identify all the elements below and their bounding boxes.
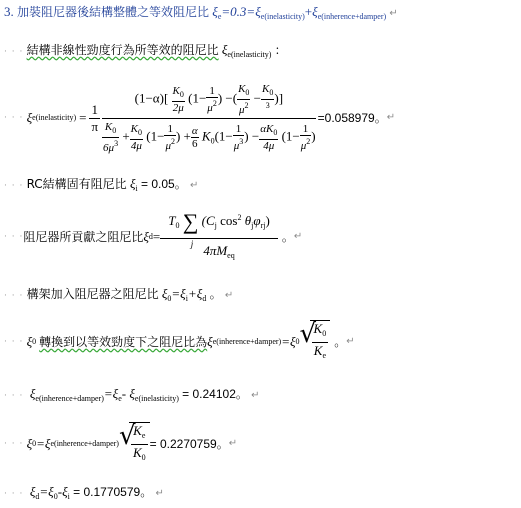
equation-damper-ratio: · · · 阻尼器所貢獻之阻尼比 ξ d = $T_0$ ∑ j ($C_j$ $\cos^2 \theta_j\varphi_{rj}$) $4\pi M_{eq}$ 。 ↵ — [4, 206, 302, 268]
inelasticity-main-fraction: (1−α)[ $\frac{K_0}{2\mu}$ (1− $\frac{1}{\mu^2}$ ) −( $\frac{K_0}{\mu^2}$ − $\frac{K_0}{^3}$ )] $\frac{K_0}{6\mu^3}$ + $\frac{K_0}{4\mu}$ (1− $\frac{1}{\mu^2}$ ) + $\frac{\alpha}{6}$ $K_0(1-$ $\frac{1}{\mu^3}$ ) − $\frac{\alpha K_0}{4\mu}$ (1− $\frac{1}{\mu^2}$ ) — [103, 82, 316, 154]
damper-fraction: $T_0$ ∑ j ($C_j$ $\cos^2 \theta_j\varphi_{rj}$) $4\pi M_{eq}$ — [160, 210, 278, 264]
paragraph-mark-icon: ↵ — [386, 112, 396, 123]
equation-inelasticity: · · · ξ e(inelasticity) = $\frac{1}{\pi}$ (1−α)[ $\frac{K_0}{2\mu}$ (1− $\frac{1}{\mu^2}$ ) −( $\frac{K_0}{\mu^2}$ − $\frac{K_0}{^3}$ )] $\frac{K_0}{6\mu^3}$ + $\frac{K_0}{4\mu}$ (1− $\frac{1}{\mu^2}$ ) + $\frac{\alpha}{6}$ $K_0(1-$ $\frac{1}{\mu^3}$ ) − $\frac{\alpha K_0}{4\mu}$ (1− $\frac{1}{\mu^2}$ ) =0.058979。 ↵ — [4, 82, 396, 154]
inherent-ratio: · · · RC結構固有阻尼比 $\xi_i = 0.05$。 ↵ — [4, 176, 199, 193]
paragraph-mark-icon: ↵ — [228, 438, 238, 449]
paragraph-mark-icon: ↵ — [189, 180, 199, 191]
inherence-damper-ratio: · · · $\xi_{e(inherence+damper)}=\xi_e-$ $\xi_{e(inelasticity)} = 0.24102$。 ↵ — [4, 386, 260, 403]
paragraph-mark-icon: ↵ — [389, 8, 398, 19]
equivalent-stiffness-ratio: · · · ξ 0 轉換到以等效勁度下之阻尼比為 ξ e(inherence+damper) =ξ 0 √ $\frac{K_0}{K_e}$ 。 ↵ — [4, 318, 355, 366]
paragraph-mark-icon: ↵ — [346, 336, 355, 347]
paragraph-mark-icon: ↵ — [224, 290, 234, 301]
inelastic-ratio-intro: · · · 結構非線性勁度行為所等效的阻尼比 $\xi_{e(inelasticity)}$ ： — [4, 42, 287, 59]
frame-damper-ratio: · · · 構架加入阻尼器之阻尼比 $\xi_0=\xi_i+\xi_d$ 。 ↵ — [4, 286, 234, 303]
paragraph-mark-icon: ↵ — [251, 390, 260, 401]
paragraph-mark-icon: ↵ — [155, 488, 164, 499]
section-heading: 3. 加裝阻尼器後結構整體之等效阻尼比 $\xi_e=0.3=\xi_{e(inelasticity)}+\xi_{e(inherence+damper)}$ ↵ — [4, 4, 398, 21]
paragraph-mark-icon: ↵ — [293, 231, 303, 242]
sqrt-ke-over-k0: √ $\frac{K_e}{K_0}$ — [129, 422, 150, 466]
xi0-ratio: · · · ξ 0 =ξ e(inherence+damper) √ $\frac{K_e}{K_0}$ = 0.2270759。 ↵ — [4, 420, 237, 468]
sqrt-k0-over-ke: √ $\frac{K_0}{K_e}$ — [310, 320, 331, 364]
xid-ratio: · · · $\xi_d=\xi_0-\xi_i = 0.1770579$。 ↵ — [4, 484, 164, 501]
inelasticity-value: =0.058979。 — [317, 111, 387, 125]
